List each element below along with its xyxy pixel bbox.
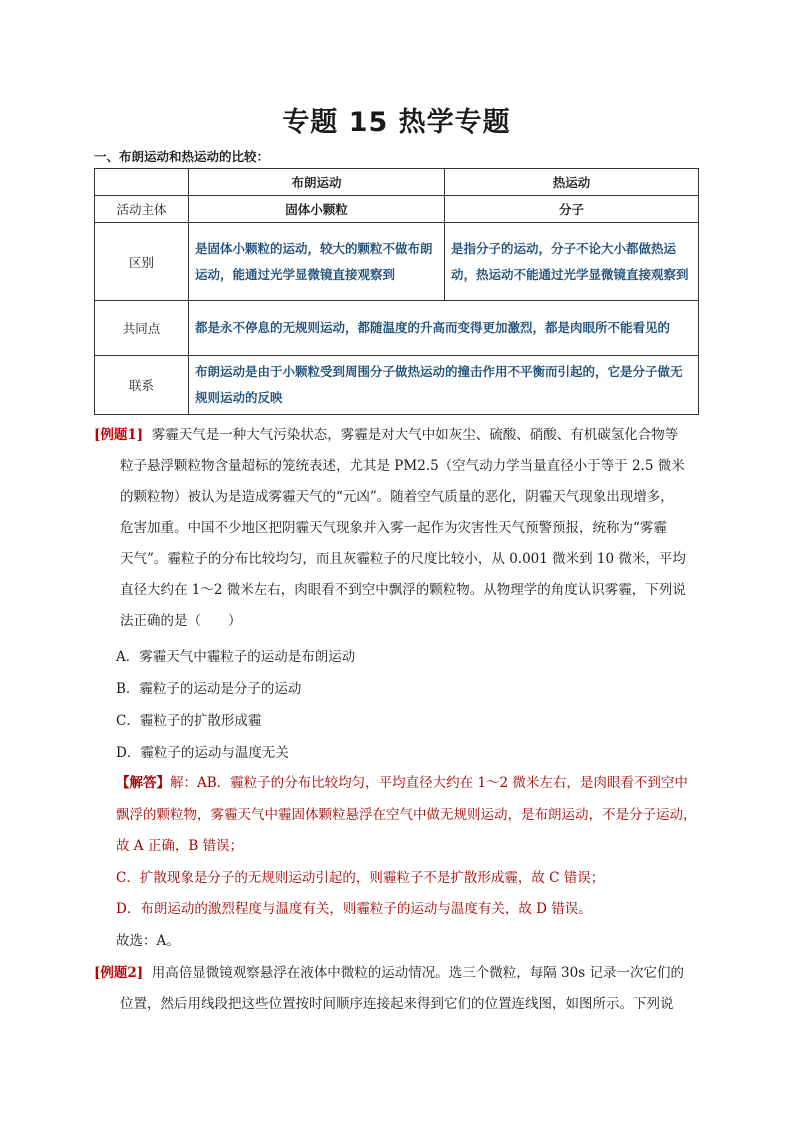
cell-subject-brownian: 固体小颗粒 [189,196,445,223]
example1-label: [例题1] [94,427,144,443]
cell-difference-brownian: 是固体小颗粒的运动，较大的颗粒不做布朗运动，能通过光学显微镜直接观察到 [189,223,445,301]
example1-line-3: 危害加重。中国不少地区把阴霾天气现象并入雾一起作为灾害性天气预警预报，统称为“雾霾 [120,520,667,536]
table-corner-cell [95,169,189,196]
example1-line-6: 法正确的是（ ） [120,613,242,629]
answer-tag: 【解答】 [116,775,170,791]
example1-line-4: 天气”。霾粒子的分布比较均匀，而且灰霾粒子的尺度比较小，从 0.001 微米到 10 微米，平均 [120,551,686,567]
example1-line-5: 直径大约在 1～2 微米左右，肉眼看不到空中飘浮的颗粒物。从物理学的角度认识雾霾，下列说 [120,582,686,598]
row-label-relation: 联系 [95,356,189,415]
example1-options [116,641,355,769]
example2-label: [例题2] [94,965,144,981]
option-d: D．霾粒子的运动与温度无关 [116,745,289,761]
example1-answer [116,768,706,957]
row-label-common: 共同点 [95,301,189,356]
table-header-row [95,169,699,196]
cell-subject-thermal: 分子 [445,196,699,223]
table-row-subject [95,196,699,223]
row-label-subject: 活动主体 [95,196,189,223]
option-c: C．霾粒子的扩散形成霾 [116,713,262,729]
answer-line-1: 飘浮的颗粒物，雾霾天气中霾固体颗粒悬浮在空气中做无规则运动，是布朗运动，不是分子运动， [116,806,697,823]
table-row-difference [95,223,699,301]
answer-line-0: 解：AB．霾粒子的分布比较均匀，平均直径大约在 1～2 微米左右，是肉眼看不到空中 [170,775,688,791]
cell-common: 都是永不停息的无规则运动，都随温度的升高而变得更加激烈，都是肉眼所不能看见的 [189,301,699,356]
answer-line-5: 故选：A。 [116,932,180,949]
answer-line-2: 故 A 正确，B 错误； [116,838,244,854]
example1-line-0: 雾霾天气是一种大气污染状态，雾霾是对大气中如灰尘、硫酸、硝酸、有机碳氢化合物等 [151,427,679,443]
example2-question [94,958,704,1020]
cell-difference-thermal: 是指分子的运动，分子不论大小都做热运动，热运动不能通过光学显微镜直接观察到 [445,223,699,301]
example1-line-1: 粒子悬浮颗粒物含量超标的笼统表述，尤其是 PM2.5（空气动力学当量直径小于等于 2.5 微米 [120,458,685,474]
table-row-common [95,301,699,356]
answer-line-4: D．布朗运动的激烈程度与温度有关，则霾粒子的运动与温度有关，故 D 错误。 [116,901,592,917]
example1-line-2: 的颗粒物）被认为是造成雾霾天气的“元凶”。随着空气质量的恶化，阴霾天气现象出现增多， [120,489,674,505]
example2-line-0: 用高倍显微镜观察悬浮在液体中微粒的运动情况。选三个微粒，每隔 30s 记录一次它们的 [151,965,684,981]
option-b: B．霾粒子的运动是分子的运动 [116,681,302,697]
example1-question [94,420,704,637]
option-a: A．雾霾天气中霾粒子的运动是布朗运动 [116,649,356,665]
cell-relation: 布朗运动是由于小颗粒受到周围分子做热运动的撞击作用不平衡而引起的，它是分子做无规则运动的反映 [189,356,699,415]
table-row-relation [95,356,699,415]
section-heading: 一、布朗运动和热运动的比较： [94,149,270,164]
header-brownian: 布朗运动 [189,169,445,196]
example2-line-1: 位置，然后用线段把这些位置按时间顺序连接起来得到它们的位置连线图，如图所示。下列说 [120,996,674,1012]
comparison-table [94,168,699,415]
header-thermal: 热运动 [445,169,699,196]
page-title: 专题 15 热学专题 [282,107,511,138]
row-label-difference: 区别 [95,223,189,301]
answer-line-3: C．扩散现象是分子的无规则运动引起的，则霾粒子不是扩散形成霾，故 C 错误； [116,869,605,886]
